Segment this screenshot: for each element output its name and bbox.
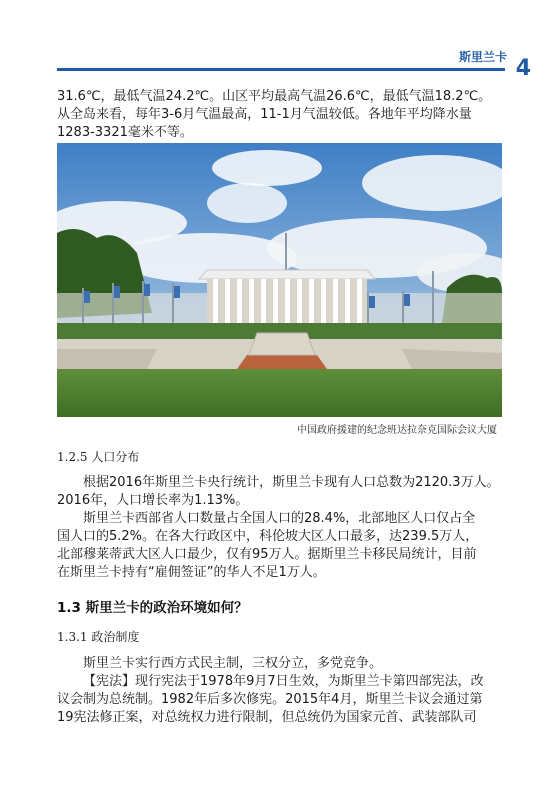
paragraph-line: 斯里兰卡实行西方式民主制，三权分立，多党竞争。 xyxy=(83,656,383,671)
intro-paragraph xyxy=(57,88,512,142)
section-heading-political-environment: 1.3 斯里兰卡的政治环境如何？ xyxy=(57,600,248,616)
constitution-paragraph xyxy=(57,673,512,727)
population-paragraph-2 xyxy=(57,510,512,582)
intro-line: 1283-3321毫米不等。 xyxy=(57,125,193,140)
intro-line: 31.6℃，最低气温24.2℃。山区平均最高气温26.6℃，最低气温18.2℃。 xyxy=(57,89,492,104)
population-paragraph-1 xyxy=(57,474,512,510)
paragraph-line: 在斯里兰卡持有“雇佣签证”的华人不足1万人。 xyxy=(57,565,326,580)
running-header-title: 斯里兰卡 xyxy=(458,50,507,64)
paragraph-line: 19宪法修正案，对总统权力进行限制，但总统仍为国家元首、武装部队司 xyxy=(57,710,477,725)
paragraph-line: 北部穆莱蒂武大区人口最少，仅有95万人。据斯里兰卡移民局统计，目前 xyxy=(57,547,477,562)
paragraph-line: 斯里兰卡西部省人口数量占全国人口的28.4%，北部地区人口仅占全 xyxy=(83,511,476,526)
header-rule xyxy=(57,68,505,71)
page-number: 4 xyxy=(515,56,531,81)
intro-line: 从全岛来看，每年3-6月气温最高，11-1月气温较低。各地年平均降水量 xyxy=(57,107,472,122)
photo-caption: 中国政府援建的纪念班达拉奈克国际会议大厦 xyxy=(297,425,497,436)
paragraph-line: 根据2016年斯里兰卡央行统计，斯里兰卡现有人口总数为2120.3万人。 xyxy=(83,475,500,490)
paragraph-line: 2016年，人口增长率为1.13%。 xyxy=(57,493,249,508)
political-system-paragraph-1 xyxy=(57,655,512,673)
paragraph-line: 议会制为总统制。1982年后多次修宪。2015年4月，斯里兰卡议会通过第 xyxy=(57,692,483,707)
conference-hall-photo xyxy=(57,143,502,417)
paragraph-line: 【宪法】现行宪法于1978年9月7日生效，为斯里兰卡第四部宪法，改 xyxy=(83,674,484,689)
subsection-heading-political-system: 1.3.1 政治制度 xyxy=(57,630,140,644)
paragraph-line: 国人口的5.2%。在各大行政区中，科伦坡大区人口最多，达239.5万人， xyxy=(57,529,479,544)
subsection-heading-population: 1.2.5 人口分布 xyxy=(57,450,140,464)
